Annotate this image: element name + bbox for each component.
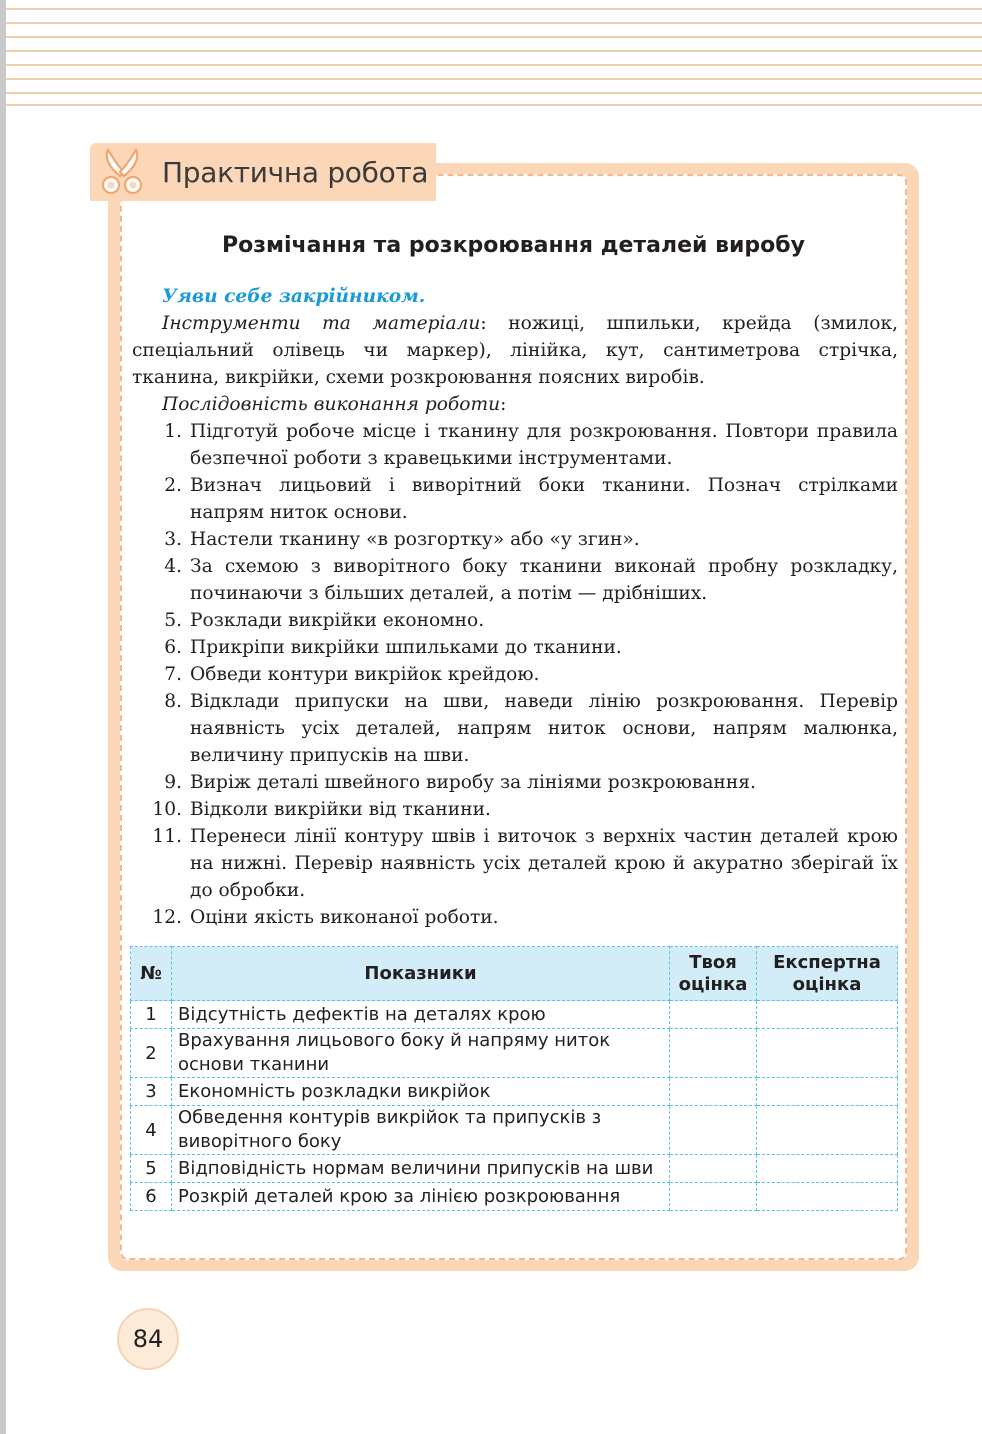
page-number: 84	[117, 1308, 179, 1370]
step-number: 5.	[164, 610, 182, 631]
header-self-line1: Твоя	[689, 951, 737, 973]
step-text: Розклади викрійки економно.	[190, 610, 485, 631]
list-item	[132, 769, 898, 796]
header-self-line2: оцінка	[678, 973, 748, 995]
list-item	[132, 472, 898, 526]
step-number: 2.	[164, 475, 182, 496]
scissors-icon	[96, 146, 148, 198]
table-row	[131, 1183, 898, 1211]
assessment-table	[130, 946, 898, 1211]
table-row	[131, 1155, 898, 1183]
list-item	[132, 526, 898, 553]
self-score-cell	[670, 1106, 757, 1155]
row-number: 5	[131, 1155, 172, 1183]
step-text: Обведи контури викрійок крейдою.	[190, 664, 540, 685]
step-number: 11.	[152, 826, 182, 847]
tools-paragraph	[132, 310, 898, 391]
self-score-cell	[670, 1078, 757, 1106]
step-number: 9.	[164, 772, 182, 793]
row-number: 6	[131, 1183, 172, 1211]
ruled-lines	[6, 0, 982, 110]
column-header-indicators: Показники	[172, 947, 670, 1001]
step-text: Відколи викрійки від тканини.	[190, 799, 491, 820]
sequence-heading	[132, 391, 898, 418]
step-text: Перенеси лінії контуру швів і виточок з верхніх частин деталей крою на нижні. Перевір наявність усіх деталей крою й акуратно зберігай їх до обробки.	[190, 826, 898, 901]
column-header-expert-assessment	[757, 947, 898, 1001]
step-number: 12.	[152, 907, 182, 928]
step-number: 3.	[164, 529, 182, 550]
row-number: 4	[131, 1106, 172, 1155]
step-text: Визнач лицьовий і виворітний боки тканини. Познач стрілками напрям ниток основи.	[190, 475, 898, 523]
step-text: Підготуй робоче місце і тканину для розкроювання. Повтори правила безпечної роботи з кравецькими інструментами.	[190, 421, 898, 469]
step-text: Відклади припуски на шви, наведи лінію розкроювання. Перевір наявність усіх деталей, напрям ниток основи, напрям малюнка, величину припусків на шви.	[190, 691, 898, 766]
table-row	[131, 1029, 898, 1078]
sequence-colon: :	[500, 394, 507, 415]
expert-score-cell	[757, 1155, 898, 1183]
self-score-cell	[670, 1183, 757, 1211]
expert-score-cell	[757, 1106, 898, 1155]
section-title: Практична робота	[162, 156, 429, 189]
sequence-label: Послідовність виконання роботи	[162, 394, 501, 415]
lesson-title: Розмічання та розкроювання деталей виробу	[221, 233, 805, 258]
row-indicator: Розкрій деталей крою за лінією розкроювання	[172, 1183, 670, 1211]
column-header-number: №	[131, 947, 172, 1001]
row-number: 2	[131, 1029, 172, 1078]
tools-text: : ножиці, шпильки, крейда (змилок, спеціальний олівець чи маркер), лінійка, кут, сантиметрова стрічка, тканина, викрійки, схеми розкроювання поясних виробів.	[132, 313, 898, 388]
list-item	[132, 823, 898, 904]
step-text: Виріж деталі швейного виробу за лініями розкроювання.	[190, 772, 756, 793]
table-row	[131, 1001, 898, 1029]
imagine-prompt: Уяви себе закрійником.	[162, 286, 426, 307]
step-text: Настели тканину «в розгортку» або «у згин».	[190, 529, 640, 550]
list-item	[132, 661, 898, 688]
step-number: 6.	[164, 637, 182, 658]
list-item	[132, 634, 898, 661]
list-item	[132, 688, 898, 769]
list-item	[132, 553, 898, 607]
self-score-cell	[670, 1029, 757, 1078]
row-indicator: Відповідність нормам величини припусків на шви	[172, 1155, 670, 1183]
table-header-row	[131, 947, 898, 1001]
step-text: За схемою з виворітного боку тканини виконай пробну розкладку, починаючи з більших деталей, а потім — дрібніших.	[190, 556, 898, 604]
row-number: 3	[131, 1078, 172, 1106]
steps-list	[132, 418, 898, 931]
expert-score-cell	[757, 1183, 898, 1211]
lesson-content	[132, 283, 898, 931]
row-indicator: Врахування лицьового боку й напряму ниток основи тканини	[172, 1029, 670, 1078]
self-score-cell	[670, 1155, 757, 1183]
list-item	[132, 904, 898, 931]
step-number: 10.	[152, 799, 182, 820]
tools-label: Інструменти та матеріали	[162, 313, 481, 334]
table-row	[131, 1106, 898, 1155]
page-binding	[0, 0, 6, 1434]
header-expert-line2: оцінка	[792, 973, 862, 995]
table-row	[131, 1078, 898, 1106]
header-expert-line1: Експертна	[773, 951, 881, 973]
expert-score-cell	[757, 1001, 898, 1029]
expert-score-cell	[757, 1029, 898, 1078]
row-indicator: Відсутність дефектів на деталях крою	[172, 1001, 670, 1029]
expert-score-cell	[757, 1078, 898, 1106]
column-header-self-assessment	[670, 947, 757, 1001]
list-item	[132, 418, 898, 472]
list-item	[132, 796, 898, 823]
self-score-cell	[670, 1001, 757, 1029]
step-number: 4.	[164, 556, 182, 577]
step-number: 7.	[164, 664, 182, 685]
row-indicator: Обведення контурів викрійок та припусків з виворітного боку	[172, 1106, 670, 1155]
row-indicator: Економність розкладки викрійок	[172, 1078, 670, 1106]
step-text: Оціни якість виконаної роботи.	[190, 907, 499, 928]
step-number: 1.	[164, 421, 182, 442]
list-item	[132, 607, 898, 634]
row-number: 1	[131, 1001, 172, 1029]
step-number: 8.	[164, 691, 182, 712]
step-text: Прикріпи викрійки шпильками до тканини.	[190, 637, 622, 658]
